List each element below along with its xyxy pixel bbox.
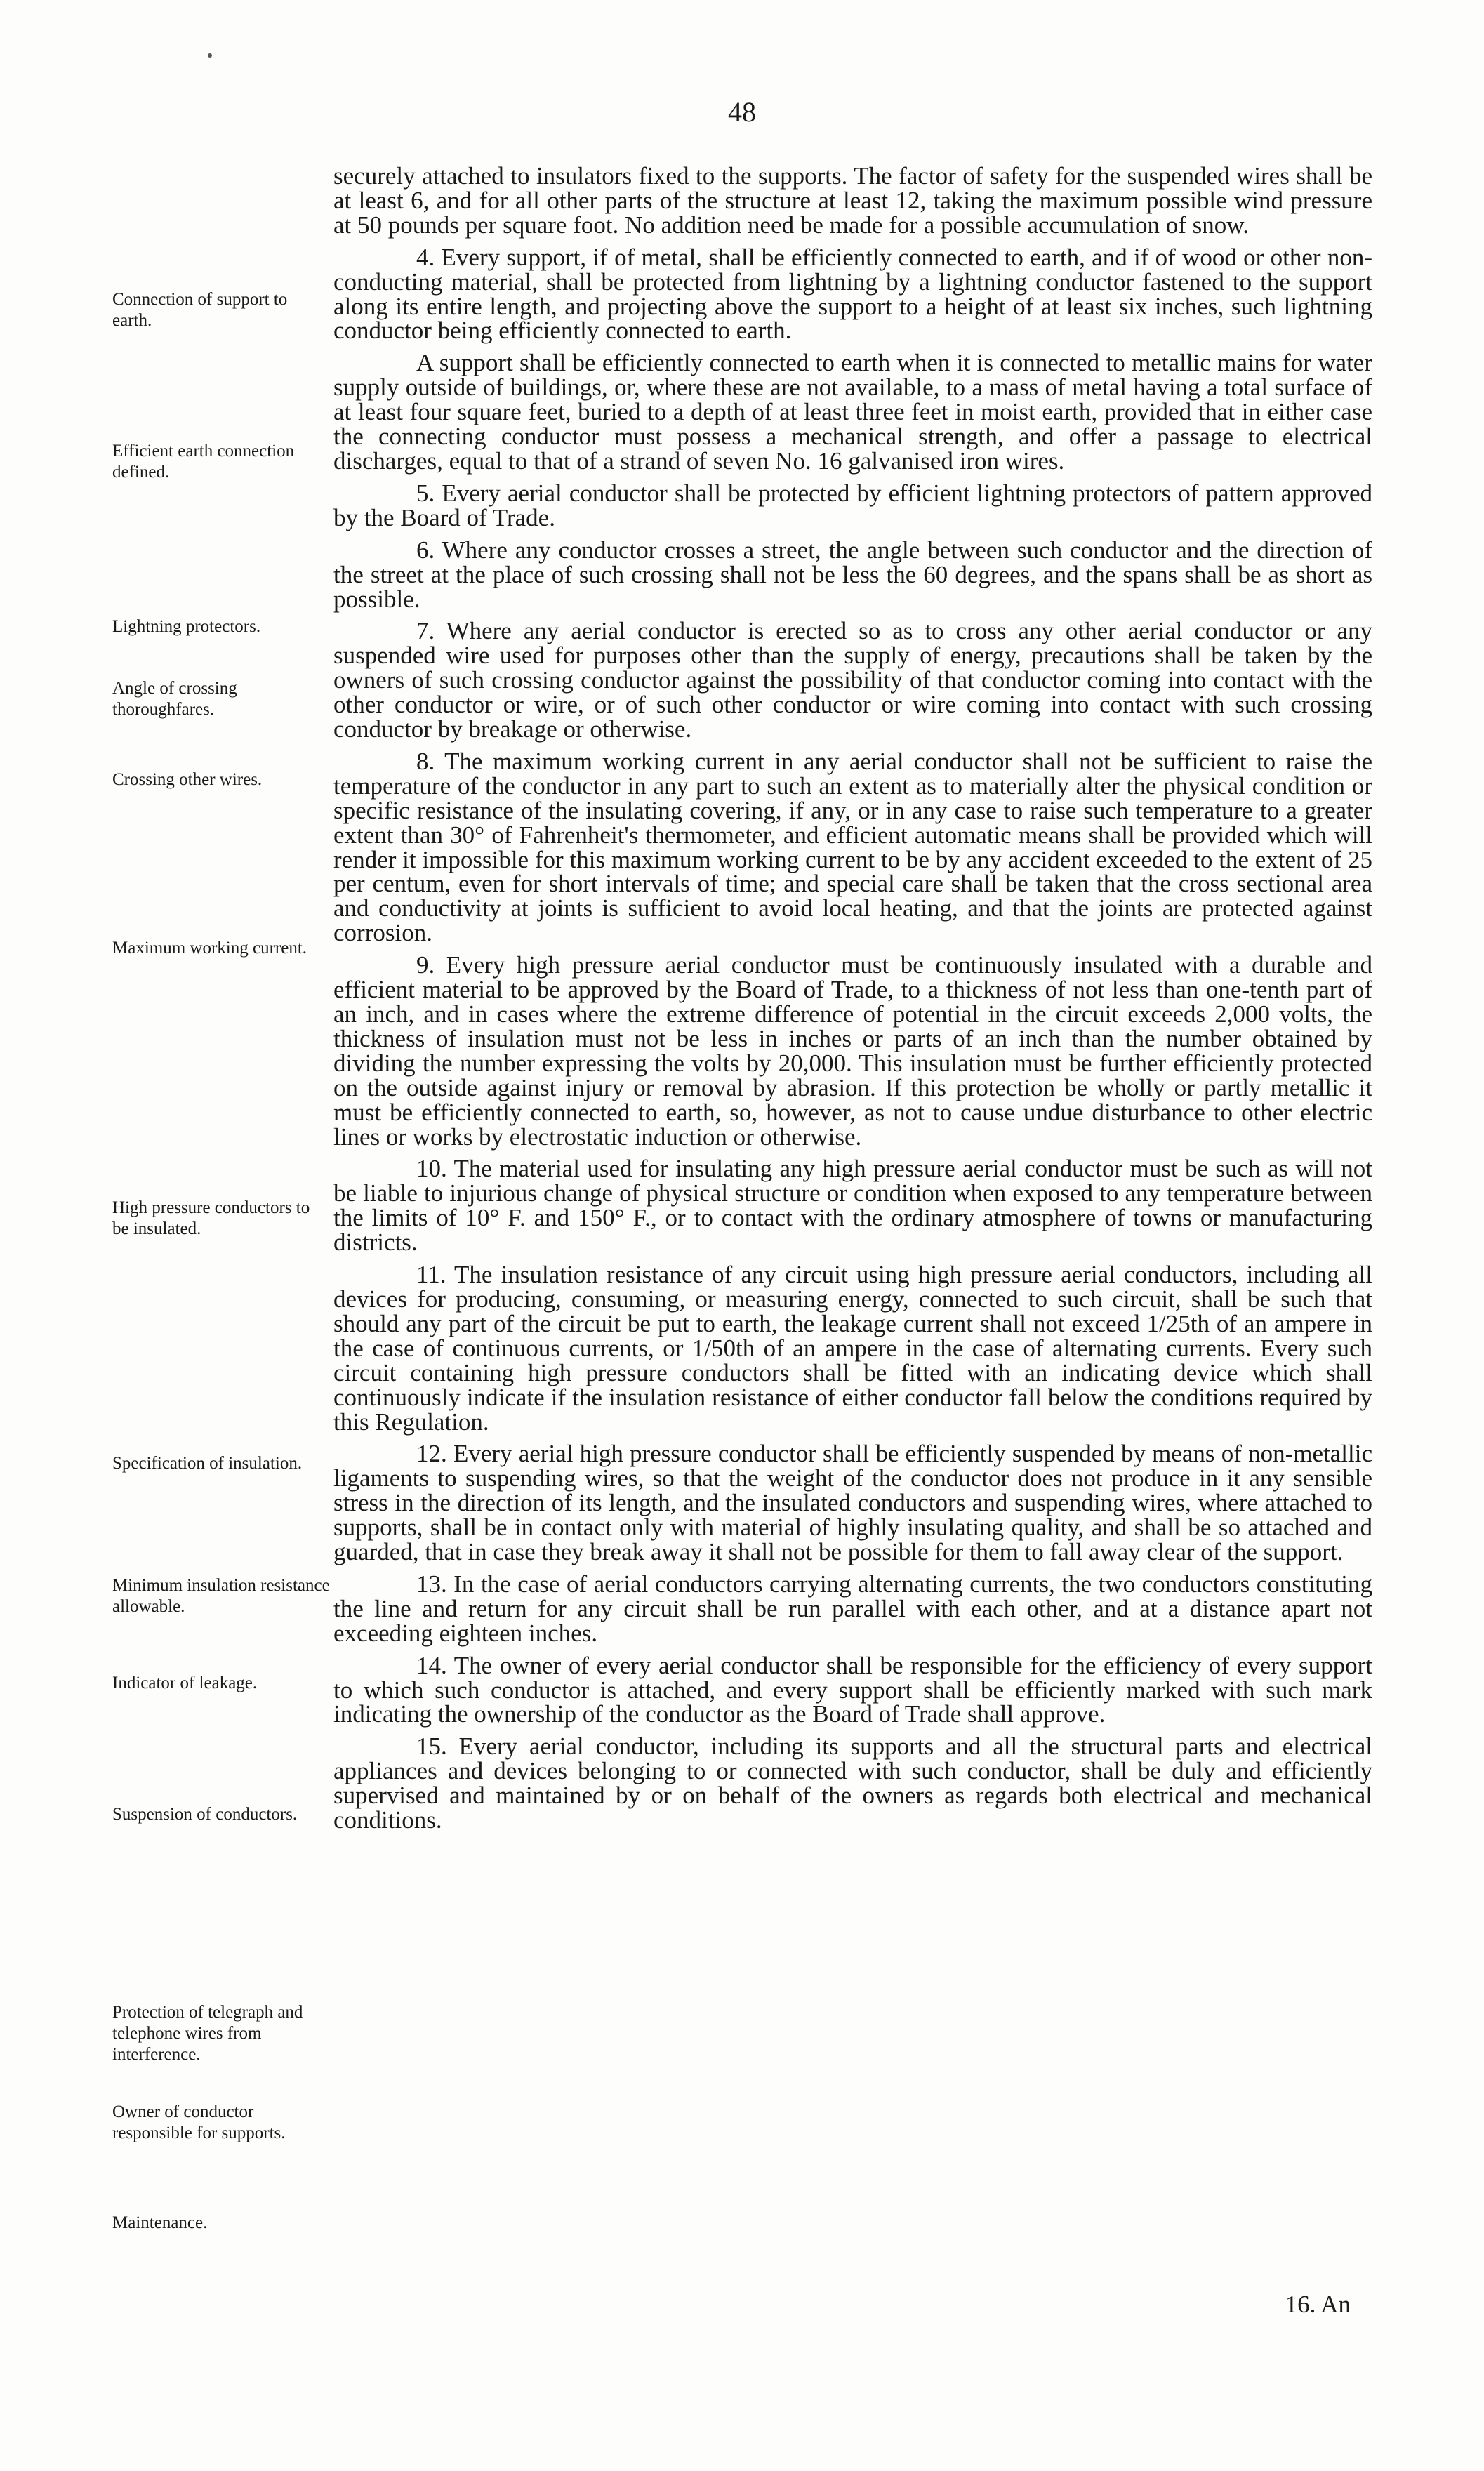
margin-note: Minimum insulation resistance allowable. <box>112 1576 330 1616</box>
margin-note: High pressure conductors to be insulated. <box>112 1198 310 1238</box>
margin-note: Protection of telegraph and telephone wires from interference. <box>112 2003 303 2064</box>
stray-mark <box>208 53 212 58</box>
margin-note: Maximum working current. <box>112 939 307 958</box>
margin-note: Indicator of leakage. <box>112 1674 258 1692</box>
paragraph-10: 10. The material used for insulating any high pressure aerial conductor must be such as will not be liable to injurious change of physical structure or condition when exposed to any temperature between the limits of 10° F. and 150° F., or to contact with the ordinary atmosphere of towns or manufacturing districts. <box>333 1155 1372 1257</box>
paragraph-earth-connection: A support shall be efficiently connected to earth when it is connected to metallic mains for water supply outside of buildings, or, where these are not available, to a mass of metal having a total surface of at least four square feet, buried to a depth of at least three feet in moist earth, provided that in either case the connecting conductor must possess a mechanical strength, and offer a passage to electrical discharges, equal to that of a strand of seven No. 16 galvanised iron wires. <box>333 349 1372 475</box>
paragraph-6: 6. Where any conductor crosses a street, the angle between such conductor and the direction of the street at the place of such crossing shall not be less the 60 degrees, and the spans shall be as short as possible. <box>333 536 1372 613</box>
paragraph-continuation: securely attached to insulators fixed to the supports. The factor of safety for the suspended wires shall be at least 6, and for all other parts of the structure at least 12, taking the maximum possible wind pressure at 50 pounds per square foot. No addition need be made for a possible accumulation of snow. <box>333 162 1372 239</box>
margin-note: Efficient earth connection defined. <box>112 442 295 482</box>
paragraph-14: 14. The owner of every aerial conductor shall be responsible for the efficiency of every support to which such conductor is attached, and every support shall be efficiently marked with such mark indicating the ownership of the conductor as the Board of Trade shall approve. <box>333 1651 1372 1728</box>
body-text <box>333 164 1372 1841</box>
paragraph-15: 15. Every aerial conductor, including its supports and all the structural parts and electrical appliances and devices belonging to or connected with such conductor, shall be duly and efficiently supervised and maintained by or on behalf of the owners as regards both electrical and mechanical conditions. <box>333 1733 1372 1834</box>
paragraph-7: 7. Where any aerial conductor is erected so as to cross any other aerial conductor or any suspended wire used for purposes other than the supply of energy, precautions shall be taken by the owners of such crossing conductor against the possibility of that conductor coming into contact with the other conductor or wire, or of such other conductor or wire coming into contact with such crossing conductor by breakage or otherwise. <box>333 617 1372 743</box>
margin-note: Suspension of conductors. <box>112 1805 298 1824</box>
margin-note: Owner of conductor responsible for supports. <box>112 2102 286 2142</box>
margin-note: Crossing other wires. <box>112 770 263 789</box>
paragraph-4: 4. Every support, if of metal, shall be efficiently connected to earth, and if of wood or other non-conducting material, shall be protected from lightning by a lightning conductor fastened to the support along its entire length, and projecting above the support to a height of at least six inches, such lightning conductor being efficiently connected to earth. <box>333 243 1372 345</box>
paragraph-13: 13. In the case of aerial conductors carrying alternating currents, the two conductors constituting the line and return for any circuit shall be run parallel with each other, and at a distance apart not exceeding eighteen inches. <box>333 1570 1372 1647</box>
margin-note: Specification of insulation. <box>112 1454 303 1473</box>
paragraph-9: 9. Every high pressure aerial conductor must be continuously insulated with a durable and efficient material to be approved by the Board of Trade, to a thickness of not less than one-tenth part of an inch, and in cases where the extreme difference of potential in the circuit exceeds 2,000 volts, the thickness of insulation must not be less in inches or parts of an inch than the number obtained by dividing the number expressing the volts by 20,000. This insulation must be further efficiently protected on the outside against injury or removal by abrasion. If this protection be wholly or partly metallic it must be efficiently connected to earth, so, however, as not to cause undue disturbance to other electric lines or works by electrostatic induction or otherwise. <box>333 951 1372 1151</box>
paragraph-8: 8. The maximum working current in any aerial conductor shall not be sufficient to raise the temperature of the conductor in any part to such an extent as to materially alter the physical condition or specific resistance of the insulating covering, if any, or in any case to raise such temperature to a greater extent than 30° of Fahrenheit's thermometer, and efficient automatic means shall be provided which will render it impossible for this maximum working current to be by any accident exceeded to the extent of 25 per centum, even for short intervals of time; and special care shall be taken that the cross sectional area and conductivity at joints is sufficient to avoid local heating, and that the joints are protected against corrosion. <box>333 747 1372 947</box>
catchword: 16. An <box>1285 2291 1351 2318</box>
paragraph-11: 11. The insulation resistance of any circuit using high pressure aerial conductors, including all devices for producing, consuming, or measuring energy, connected to such circuit, shall be such that should any part of the circuit be put to earth, the leakage current shall not exceed 1/25th of an ampere in the case of continuous currents, or 1/50th of an ampere in the case of alternating currents. Every such circuit containing high pressure conductors shall be fitted with an indicating device which shall continuously indicate if the insulation resistance of either conductor fall below the conditions required by this Regulation. <box>333 1261 1372 1436</box>
margin-note: Connection of support to earth. <box>112 290 288 330</box>
margin-note: Lightning protectors. <box>112 617 261 636</box>
margin-note: Angle of crossing thoroughfares. <box>112 679 237 719</box>
paragraph-5: 5. Every aerial conductor shall be protected by efficient lightning protectors of pattern approved by the Board of Trade. <box>333 479 1372 531</box>
page-number: 48 <box>728 96 756 128</box>
margin-note: Maintenance. <box>112 2213 208 2232</box>
paragraph-12: 12. Every aerial high pressure conductor shall be efficiently suspended by means of non-metallic ligaments to suspending wires, so that the weight of the conductor does not produce in it any sensible stress in the direction of its length, and the insulated conductors and suspending wires, where attached to supports, shall be in contact only with material of highly insulating quality, and shall be so attached and guarded, that in case they break away it shall not be possible for them to fall away clear of the support. <box>333 1440 1372 1566</box>
